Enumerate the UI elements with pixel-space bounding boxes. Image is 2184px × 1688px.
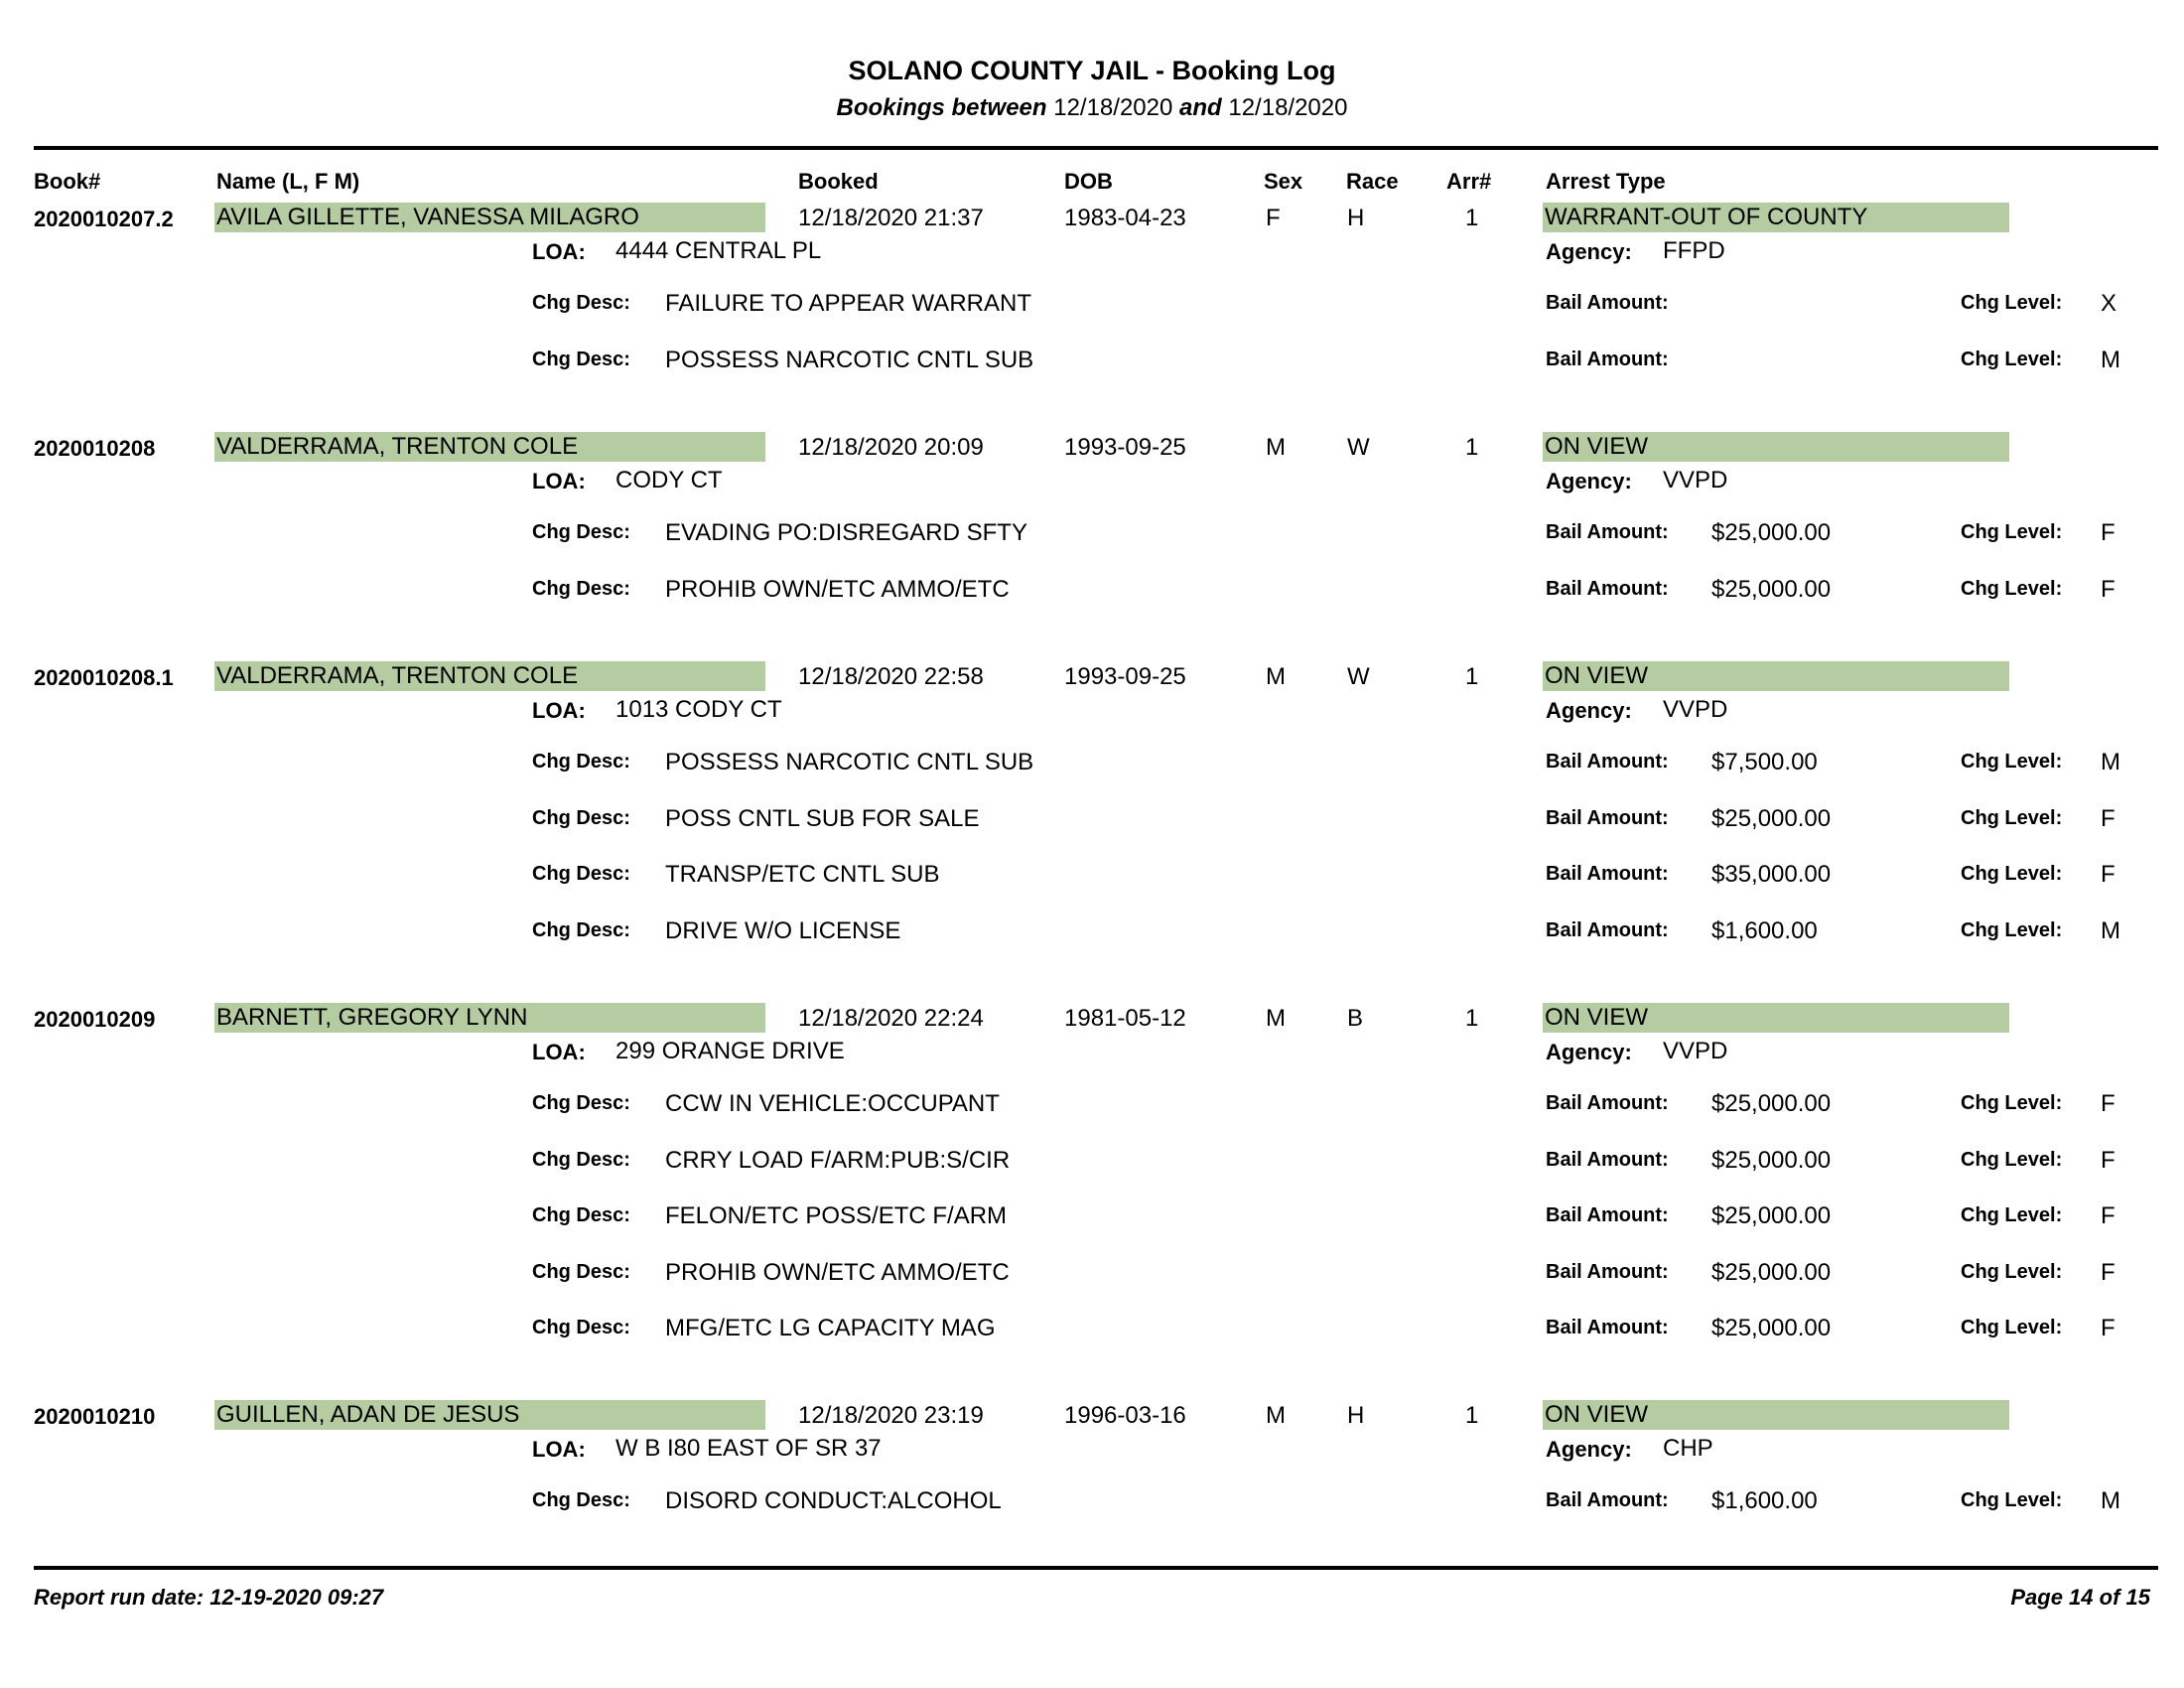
chg-level-label: Chg Level: (1961, 806, 2063, 829)
col-header-race: Race (1346, 169, 1399, 194)
chg-desc-label: Chg Desc: (532, 292, 630, 314)
report-run-date: Report run date: 12-19-2020 09:27 (34, 1585, 384, 1610)
chg-desc-label: Chg Desc: (532, 521, 630, 543)
agency-value: FFPD (1663, 237, 1725, 264)
booking-number: 2020010207.2 (34, 207, 174, 231)
charge-description: POSS CNTL SUB FOR SALE (665, 804, 980, 832)
bail-amount-value: $25,000.00 (1711, 1258, 1832, 1286)
charge-description: POSSESS NARCOTIC CNTL SUB (665, 346, 1034, 373)
charge-description: EVADING PO:DISREGARD SFTY (665, 519, 1027, 546)
charge-level: F (2101, 519, 2116, 546)
chg-level-label: Chg Level: (1961, 1092, 2063, 1114)
bail-amount-value: $25,000.00 (1711, 1202, 1832, 1229)
loa-label: LOA: (532, 1040, 586, 1064)
chg-desc-label: Chg Desc: (532, 863, 630, 885)
charge-level: F (2101, 1146, 2116, 1174)
race-value: H (1347, 1402, 1365, 1429)
sex-value: M (1266, 434, 1286, 461)
bail-amount-label: Bail Amount: (1546, 521, 1669, 543)
loa-label: LOA: (532, 469, 586, 493)
charge-description: FAILURE TO APPEAR WARRANT (665, 290, 1031, 317)
race-value: B (1347, 1005, 1364, 1032)
bail-amount-label: Bail Amount: (1546, 1317, 1669, 1338)
booking-number: 2020010210 (34, 1404, 156, 1429)
arrest-type: ON VIEW (1545, 662, 1649, 689)
loa-value: 299 ORANGE DRIVE (615, 1038, 845, 1064)
bail-amount-value: $7,500.00 (1711, 749, 1818, 775)
date-of-birth: 1993-09-25 (1064, 663, 1186, 690)
chg-desc-label: Chg Desc: (532, 751, 630, 773)
page-title: SOLANO COUNTY JAIL - Booking Log (848, 56, 1336, 85)
bail-amount-label: Bail Amount: (1546, 806, 1669, 829)
bail-amount-label: Bail Amount: (1546, 348, 1669, 370)
col-header-arrest-type: Arrest Type (1546, 169, 1666, 194)
inmate-name: VALDERRAMA, TRENTON COLE (216, 662, 579, 689)
chg-level-label: Chg Level: (1961, 863, 2063, 885)
chg-level-label: Chg Level: (1961, 751, 2063, 773)
charge-level: F (2101, 1090, 2116, 1117)
bail-amount-label: Bail Amount: (1546, 863, 1669, 885)
booked-datetime: 12/18/2020 20:09 (798, 434, 984, 461)
charge-level: X (2101, 290, 2117, 317)
charge-level: M (2101, 1487, 2120, 1514)
charge-level: M (2101, 916, 2120, 944)
chg-desc-label: Chg Desc: (532, 1260, 630, 1283)
col-header-dob: DOB (1064, 169, 1113, 194)
arrest-number: 1 (1465, 663, 1479, 690)
arrest-number: 1 (1465, 205, 1479, 231)
inmate-name: AVILA GILLETTE, VANESSA MILAGRO (216, 204, 639, 230)
charge-description: MFG/ETC LG CAPACITY MAG (665, 1315, 996, 1341)
booked-datetime: 12/18/2020 22:58 (798, 663, 984, 690)
chg-level-label: Chg Level: (1961, 1260, 2063, 1283)
charge-description: PROHIB OWN/ETC AMMO/ETC (665, 575, 1010, 603)
bail-amount-label: Bail Amount: (1546, 751, 1669, 773)
arrest-number: 1 (1465, 1005, 1479, 1032)
subtitle-prefix: Bookings between (836, 94, 1047, 121)
date-of-birth: 1981-05-12 (1064, 1005, 1186, 1032)
chg-level-label: Chg Level: (1961, 521, 2063, 543)
agency-label: Agency: (1546, 239, 1632, 264)
bail-amount-label: Bail Amount: (1546, 918, 1669, 941)
arrest-type: ON VIEW (1545, 1004, 1649, 1031)
bail-amount-label: Bail Amount: (1546, 577, 1669, 600)
agency-value: VVPD (1663, 696, 1728, 723)
booked-datetime: 12/18/2020 21:37 (798, 205, 984, 231)
charge-description: CRRY LOAD F/ARM:PUB:S/CIR (665, 1146, 1011, 1174)
agency-label: Agency: (1546, 469, 1632, 493)
bail-amount-label: Bail Amount: (1546, 1092, 1669, 1114)
loa-label: LOA: (532, 239, 586, 264)
subtitle-and: and (1179, 94, 1222, 121)
bail-amount-value: $1,600.00 (1711, 916, 1818, 944)
chg-desc-label: Chg Desc: (532, 348, 630, 370)
agency-label: Agency: (1546, 698, 1632, 723)
col-header-name: Name (L, F M) (216, 169, 360, 194)
charge-description: CCW IN VEHICLE:OCCUPANT (665, 1090, 1000, 1117)
page-number: Page 14 of 15 (2010, 1585, 2150, 1610)
agency-label: Agency: (1546, 1040, 1632, 1064)
chg-level-label: Chg Level: (1961, 292, 2063, 314)
bail-amount-value: $25,000.00 (1711, 1315, 1832, 1341)
charge-level: F (2101, 1258, 2116, 1286)
charge-description: POSSESS NARCOTIC CNTL SUB (665, 749, 1034, 775)
bail-amount-label: Bail Amount: (1546, 292, 1669, 314)
charge-level: M (2101, 346, 2120, 373)
booked-datetime: 12/18/2020 22:24 (798, 1005, 984, 1032)
bail-amount-label: Bail Amount: (1546, 1148, 1669, 1171)
bail-amount-value: $25,000.00 (1711, 1090, 1832, 1117)
charge-level: F (2101, 1315, 2116, 1341)
chg-level-label: Chg Level: (1961, 1489, 2063, 1511)
agency-value: CHP (1663, 1435, 1713, 1462)
inmate-name: GUILLEN, ADAN DE JESUS (216, 1401, 520, 1428)
charge-description: FELON/ETC POSS/ETC F/ARM (665, 1202, 1008, 1229)
subtitle-to-date: 12/18/2020 (1228, 94, 1348, 121)
chg-desc-label: Chg Desc: (532, 1317, 630, 1338)
sex-value: M (1266, 663, 1286, 690)
chg-level-label: Chg Level: (1961, 1317, 2063, 1338)
bail-amount-value: $1,600.00 (1711, 1487, 1818, 1514)
charge-description: DISORD CONDUCT:ALCOHOL (665, 1487, 1002, 1514)
chg-level-label: Chg Level: (1961, 1148, 2063, 1171)
bail-amount-value: $25,000.00 (1711, 575, 1832, 603)
date-of-birth: 1996-03-16 (1064, 1402, 1186, 1429)
race-value: W (1347, 434, 1370, 461)
header-rule (34, 146, 2158, 150)
arrest-type: ON VIEW (1545, 1401, 1649, 1428)
bail-amount-value: $25,000.00 (1711, 1146, 1832, 1174)
bail-amount-value: $25,000.00 (1711, 804, 1832, 832)
booking-number: 2020010208 (34, 436, 156, 461)
chg-desc-label: Chg Desc: (532, 918, 630, 941)
date-of-birth: 1983-04-23 (1064, 205, 1186, 231)
inmate-name: BARNETT, GREGORY LYNN (216, 1004, 528, 1031)
chg-level-label: Chg Level: (1961, 918, 2063, 941)
col-header-arr: Arr# (1446, 169, 1492, 194)
arrest-number: 1 (1465, 1402, 1479, 1429)
charge-level: F (2101, 1202, 2116, 1229)
date-of-birth: 1993-09-25 (1064, 434, 1186, 461)
col-header-book: Book# (34, 169, 101, 194)
loa-label: LOA: (532, 698, 586, 723)
inmate-name: VALDERRAMA, TRENTON COLE (216, 433, 579, 460)
chg-desc-label: Chg Desc: (532, 577, 630, 600)
chg-desc-label: Chg Desc: (532, 1148, 630, 1171)
bail-amount-value: $25,000.00 (1711, 519, 1832, 546)
loa-value: 4444 CENTRAL PL (615, 237, 822, 264)
charge-description: TRANSP/ETC CNTL SUB (665, 861, 940, 888)
arrest-type: ON VIEW (1545, 433, 1649, 460)
race-value: H (1347, 205, 1365, 231)
bail-amount-value: $35,000.00 (1711, 861, 1832, 888)
subtitle-from-date: 12/18/2020 (1053, 94, 1173, 121)
loa-value: W B I80 EAST OF SR 37 (615, 1435, 882, 1462)
bail-amount-label: Bail Amount: (1546, 1204, 1669, 1226)
footer-rule (34, 1566, 2158, 1570)
bail-amount-label: Bail Amount: (1546, 1260, 1669, 1283)
sex-value: F (1266, 205, 1281, 231)
chg-level-label: Chg Level: (1961, 577, 2063, 600)
charge-level: F (2101, 804, 2116, 832)
race-value: W (1347, 663, 1370, 690)
booking-number: 2020010209 (34, 1007, 156, 1032)
loa-label: LOA: (532, 1437, 586, 1462)
bail-amount-label: Bail Amount: (1546, 1489, 1669, 1511)
chg-desc-label: Chg Desc: (532, 1092, 630, 1114)
chg-desc-label: Chg Desc: (532, 1489, 630, 1511)
charge-level: M (2101, 749, 2120, 775)
booked-datetime: 12/18/2020 23:19 (798, 1402, 984, 1429)
arrest-number: 1 (1465, 434, 1479, 461)
agency-value: VVPD (1663, 1038, 1728, 1064)
sex-value: M (1266, 1402, 1286, 1429)
arrest-type: WARRANT-OUT OF COUNTY (1545, 204, 1868, 230)
charge-description: PROHIB OWN/ETC AMMO/ETC (665, 1258, 1010, 1286)
charge-level: F (2101, 575, 2116, 603)
booking-number: 2020010208.1 (34, 665, 174, 690)
sex-value: M (1266, 1005, 1286, 1032)
col-header-sex: Sex (1264, 169, 1303, 194)
agency-label: Agency: (1546, 1437, 1632, 1462)
chg-level-label: Chg Level: (1961, 1204, 2063, 1226)
agency-value: VVPD (1663, 467, 1728, 493)
page-subtitle (0, 94, 2184, 122)
loa-value: 1013 CODY CT (615, 696, 782, 723)
chg-level-label: Chg Level: (1961, 348, 2063, 370)
charge-level: F (2101, 861, 2116, 888)
charge-description: DRIVE W/O LICENSE (665, 916, 901, 944)
chg-desc-label: Chg Desc: (532, 1204, 630, 1226)
col-header-booked: Booked (798, 169, 879, 194)
chg-desc-label: Chg Desc: (532, 806, 630, 829)
loa-value: CODY CT (615, 467, 723, 493)
